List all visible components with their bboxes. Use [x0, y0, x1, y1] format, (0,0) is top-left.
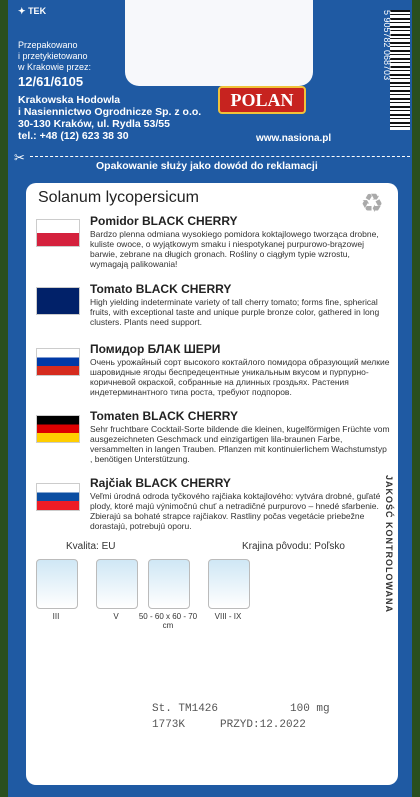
scissors-icon: ✂ — [14, 150, 25, 165]
company-phone: tel.: +48 (12) 623 38 30 — [18, 130, 129, 142]
approval-line: i przetykietowano — [18, 51, 88, 61]
lang-description: Veľmi úrodná odroda tyčkového rajčiaka koktajlového: vytvára drobné, guľaté plody, ktoré majú výnimočnú chuť a netradičné purpurovo – hnedé sfarbenie. Zbierajú sa bohaté strapce rajčiakov. Rastliny počas vegetácie priebežne dorastajú, potrebujú oporu. — [90, 491, 381, 531]
uk-flag — [36, 287, 80, 315]
stamp-lot: St. TM1426 — [152, 703, 219, 715]
lang-block-ru — [90, 343, 390, 397]
origin-text: Krajina pôvodu: Poľsko — [242, 541, 345, 552]
spacing-icon — [148, 559, 190, 609]
brand-panel — [125, 0, 313, 86]
russia-flag — [36, 348, 80, 376]
sowing-icon — [36, 559, 78, 609]
harvest-icon — [208, 559, 250, 609]
lang-description: Sehr fruchtbare Cocktail-Sorte bildende die kleinen, kugelförmigen Früchte vom ausgezeichneten Geschmack und einzigartigen lila-braunen Farbe, versammelten in langen Trauben. Pflanzen mit kontinuierlichem Wachstumstyp , benötigen Unterstützung. — [90, 424, 390, 464]
cut-line — [30, 156, 410, 157]
step-label: V — [113, 612, 119, 621]
step-label: III — [52, 612, 60, 621]
tek-logo — [18, 6, 46, 17]
approval-code: 12/61/6105 — [18, 74, 84, 89]
slovakia-flag — [36, 483, 80, 511]
polan-logo: POLAN — [218, 86, 306, 114]
lang-heading: Pomidor BLACK CHERRY — [90, 214, 238, 228]
lang-description: High yielding indeterminate variety of tall cherry tomato; forms fine, spherical fruits, with exceptional taste and unique purple bronze color, gathered in long clusters. Plants need support. — [90, 297, 380, 327]
lang-heading: Rajčiak BLACK CHERRY — [90, 476, 231, 490]
company-name-2: i Nasiennictwo Ogrodnicze Sp. z o.o. — [18, 106, 202, 118]
lang-block-en — [90, 283, 390, 327]
leaf-icon: ✦ — [18, 6, 26, 16]
barcode-number: 5 905782 068703 — [382, 10, 392, 81]
lang-heading: Tomato BLACK CHERRY — [90, 282, 232, 296]
lang-heading: Помидор БЛАК ШЕРИ — [90, 342, 221, 356]
quality-text: Kvalita: EU — [66, 541, 116, 552]
website: www.nasiona.pl — [256, 133, 332, 144]
step-label: 50 - 60 x 60 - 70 cm — [138, 612, 198, 630]
lang-heading: Tomaten BLACK CHERRY — [90, 409, 239, 423]
quality-control-label: JAKOŚĆ KONTROLOWANA — [384, 475, 394, 613]
approval-line: w Krakowie przez: — [18, 62, 92, 72]
company-name: Krakowska Hodowla — [18, 94, 121, 106]
barcode — [390, 10, 410, 130]
approval-line: Przepakowano — [18, 40, 78, 50]
company-address: 30-130 Kraków, ul. Rydla 53/55 — [18, 118, 170, 130]
company-block — [18, 94, 268, 142]
approval-block — [18, 40, 128, 73]
poland-flag — [36, 219, 80, 247]
tek-label: TEK — [28, 6, 47, 16]
latin-name: Solanum lycopersicum — [38, 189, 199, 206]
recycle-icon: ♻ — [360, 188, 384, 218]
lang-description: Bardzo plenna odmiana wysokiego pomidora koktajlowego tworząca drobne, kuliste owoce, o wyjątkowym smaku i niespotykanej purpurowo-brązowej barwie, zebrane na długich gronach. Rośliny o ciągłym typie wzrostu, wymagają palikowania! — [90, 229, 379, 269]
package-note: Opakowanie służy jako dowód do reklamacji — [96, 160, 318, 172]
lang-block-pl — [90, 215, 390, 269]
lang-description: Очень урожайный сорт высокого коктайлого помидора образующий мелкие шаровидные ягоды беспредецентные уникальным вкусом и пурпурно-коричневой окраской, собранные на длинных гроздьях. Растения индетерминантного типа роста, требуют подпоров. — [90, 357, 390, 397]
step-label: VIII - IX — [214, 612, 242, 621]
lang-block-de — [90, 410, 390, 464]
stamp-code: 1773K — [152, 719, 186, 731]
seedling-icon — [96, 559, 138, 609]
stamp-expiry: PRZYD:12.2022 — [220, 719, 306, 731]
seed-packet — [8, 0, 412, 797]
germany-flag — [36, 415, 80, 443]
lang-block-sk — [90, 477, 390, 531]
stamp-weight: 100 mg — [290, 703, 330, 715]
info-panel — [26, 183, 398, 785]
